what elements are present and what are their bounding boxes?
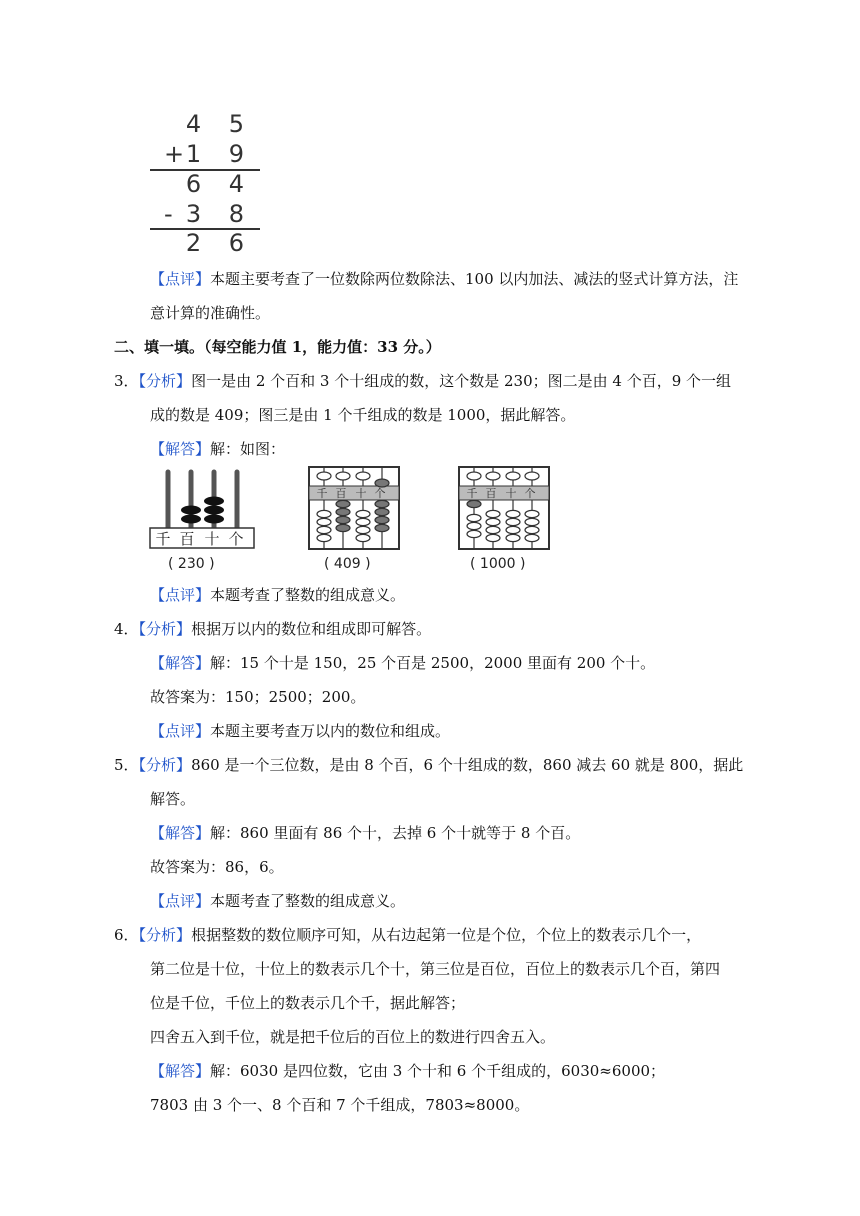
q4-jieda	[150, 652, 655, 674]
calc-digits: 2 6	[185, 229, 254, 257]
plus-sign: +	[164, 140, 185, 168]
q5-jieda	[150, 822, 580, 844]
calc-digits: 1 9	[185, 140, 254, 168]
abacus-figure-1000	[458, 466, 550, 550]
text: 本题考查了整数的组成意义。	[210, 892, 406, 910]
text: 解：15 个十是 150，25 个百是 2500，2000 里面有 200 个十。	[210, 654, 656, 672]
answer-text: 故答案为：150；2500；200。	[150, 688, 366, 706]
place-label: 百	[179, 530, 195, 548]
place-label: 十	[505, 487, 517, 500]
place-label: 百	[335, 487, 347, 500]
calc-row-2	[150, 140, 262, 168]
place-label: 千	[466, 487, 478, 500]
place-label: 十	[355, 487, 367, 500]
calc-row-1	[150, 110, 262, 138]
tag-fenxi: 【分析】	[138, 620, 192, 638]
text: 本题考查了整数的组成意义。	[210, 586, 406, 604]
place-label: 百	[485, 487, 497, 500]
answer-text: 故答案为：86，6。	[150, 858, 284, 876]
text: 860 是一个三位数，是由 8 个百，6 个十组成的数，860 减去 60 就是 800，据此	[191, 756, 744, 774]
calc-row-3	[150, 170, 262, 198]
tag-dianping: 【点评】	[150, 270, 211, 288]
calc-digits: 3 8	[185, 200, 254, 228]
abacus-rods	[168, 472, 237, 528]
text: 解：6030 是四位数，它由 3 个十和 6 个千组成的，6030≈6000；	[210, 1062, 666, 1080]
text: 本题主要考查了一位数除两位数除法、100 以内加法、减法的竖式计算方法，注	[210, 270, 739, 288]
q4-fenxi	[114, 618, 431, 640]
abacus-figure-230	[148, 466, 256, 552]
figure-caption: ( 1000 )	[470, 556, 526, 572]
tag-jieda: 【解答】	[150, 1062, 211, 1080]
q2-dianping	[150, 268, 738, 290]
text: 图一是由 2 个百和 3 个十组成的数，这个数是 230；图二是由 4 个百，9 个一组	[191, 372, 732, 390]
tag-jieda: 【解答】	[150, 824, 211, 842]
tag-fenxi: 【分析】	[138, 926, 192, 944]
tag-dianping: 【点评】	[150, 892, 211, 910]
minus-sign: -	[164, 200, 173, 228]
answer-text: 7803 由 3 个一、8 个百和 7 个千组成，7803≈8000。	[150, 1096, 530, 1114]
q5-dianping	[150, 890, 405, 912]
calc-digits: 4 5	[185, 110, 254, 138]
place-label: 千	[316, 487, 328, 500]
question-number: 6．	[114, 926, 139, 944]
q6-fenxi	[114, 924, 701, 946]
abacus-beads	[181, 497, 224, 524]
vertical-calculation	[150, 108, 262, 258]
q4-dianping	[150, 720, 450, 742]
text: 第二位是十位，十位上的数表示几个十，第三位是百位，百位上的数表示几个百，第四	[150, 960, 721, 978]
q3-jieda	[150, 438, 285, 460]
place-label: 个	[524, 487, 536, 500]
question-number: 5．	[114, 756, 139, 774]
tag-jieda: 【解答】	[150, 654, 211, 672]
text: 解答。	[150, 790, 196, 808]
tag-fenxi: 【分析】	[138, 756, 192, 774]
text: 解：如图：	[210, 440, 286, 458]
figure-caption: ( 409 )	[324, 556, 371, 572]
section-heading: 二、填一填。（每空能力值 1，能力值：33 分。）	[114, 338, 441, 356]
q3-fenxi	[114, 370, 731, 392]
tag-dianping: 【点评】	[150, 586, 211, 604]
text: 根据整数的数位顺序可知，从右边起第一位是个位，个位上的数表示几个一，	[191, 926, 702, 944]
calc-row-4	[150, 200, 262, 228]
place-label: 千	[155, 530, 171, 548]
text: 解：860 里面有 86 个十，去掉 6 个十就等于 8 个百。	[210, 824, 581, 842]
text: 本题主要考查万以内的数位和组成。	[210, 722, 451, 740]
place-label: 个	[228, 530, 244, 548]
q3-dianping	[150, 584, 405, 606]
q5-fenxi	[114, 754, 743, 776]
figure-caption: ( 230 )	[168, 556, 215, 572]
q6-jieda	[150, 1060, 665, 1082]
text: 位是千位，千位上的数表示几个千，据此解答；	[150, 994, 466, 1012]
tag-fenxi: 【分析】	[138, 372, 192, 390]
question-number: 4．	[114, 620, 139, 638]
abacus-figure-409	[308, 466, 400, 550]
place-label: 十	[204, 530, 220, 548]
text: 四舍五入到千位，就是把千位后的百位上的数进行四舍五入。	[150, 1028, 556, 1046]
tag-jieda: 【解答】	[150, 440, 211, 458]
calc-row-5	[150, 229, 262, 257]
calc-digits: 6 4	[185, 170, 254, 198]
question-number: 3．	[114, 372, 139, 390]
text: 根据万以内的数位和组成即可解答。	[191, 620, 432, 638]
tag-dianping: 【点评】	[150, 722, 211, 740]
text: 意计算的准确性。	[150, 304, 271, 322]
text: 成的数是 409；图三是由 1 个千组成的数是 1000，据此解答。	[150, 406, 576, 424]
place-label: 个	[374, 487, 386, 500]
